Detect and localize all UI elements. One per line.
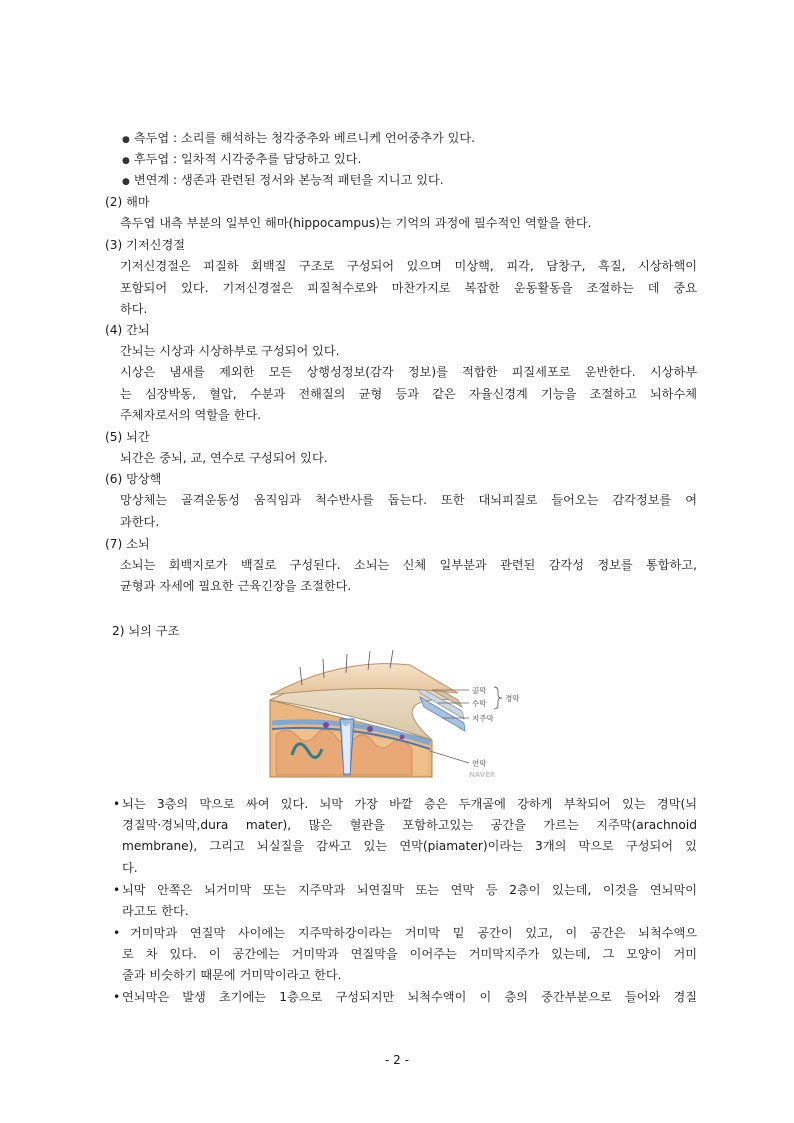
bullet-text: 줄과 비슷하기 때문에 거미막이라고 한다. [122, 968, 342, 982]
section-text: 하다. [120, 302, 148, 316]
section-text: 과한다. [120, 515, 160, 529]
label-group: 경막 [505, 694, 520, 703]
watermark: NAVER [469, 771, 496, 779]
section-heading: (6) 망상핵 [105, 472, 162, 486]
page-number: - 2 - [385, 1053, 409, 1067]
bullet-symbol: ● [122, 177, 130, 187]
section-heading: (5) 뇌간 [105, 430, 150, 444]
bullet-symbol: ● [122, 156, 130, 166]
section-text: 망상체는 골격운동성 움직임과 척수반사를 돕는다. 또한 대뇌피질로 들어오는 감각정보를 여 [120, 493, 697, 507]
section-heading: (7) 소뇌 [105, 537, 150, 551]
lobe-item: ● 후두엽 : 일차적 시각중추를 담당하고 있다. [122, 152, 362, 166]
section-text: 균형과 자세에 필요한 근육긴장을 조절한다. [120, 579, 352, 593]
bullet-symbol: • [113, 926, 121, 940]
brain-meninges-illustration [262, 645, 530, 785]
section-text: 주체자로서의 역할을 한다. [120, 408, 262, 422]
label-arachnoid: 지주막 [472, 714, 494, 723]
lobe-item: ● 변연계 : 생존과 관련된 정서와 본능적 패턴을 지니고 있다. [122, 173, 444, 187]
bullet-text: membrane), 그리고 뇌실질을 감싸고 있는 연막(piamater)이라는 3개의 막으로 구성되어 있 [122, 839, 697, 853]
bullet-symbol: • [113, 797, 121, 811]
section-text: 시상은 냄새를 제외한 모든 상행성정보(감각 정보)를 적합한 피질세포로 운반한다. 시상하부 [120, 365, 697, 379]
section-text: 뇌간은 중뇌, 교, 연수로 구성되어 있다. [120, 451, 328, 465]
label-bone: 골막 [472, 686, 487, 695]
bullet-text: 다. [122, 861, 138, 875]
section-heading: (4) 간뇌 [105, 323, 150, 337]
bullet-symbol: ● [122, 135, 130, 145]
bullet-text: 뇌는 3층의 막으로 싸여 있다. 뇌막 가장 바깥 층은 두개골에 강하게 부착되어 있는 경막(뇌 [122, 797, 697, 811]
section-text: 간뇌는 시상과 시상하부로 구성되어 있다. [120, 344, 340, 358]
section-heading: (2) 해마 [105, 195, 150, 209]
bullet-symbol: • [113, 883, 121, 897]
section-text: 포함되어 있다. 기저신경절은 피질척수로와 마찬가지로 복잡한 운동활동을 조절하는 데 중요 [120, 281, 697, 295]
meninges-figure [262, 645, 530, 785]
section-heading: (3) 기저신경절 [105, 238, 186, 252]
bullet-symbol: • [113, 990, 121, 1004]
section-text: 측두엽 내측 부분의 일부인 해마(hippocampus)는 기억의 과정에 필수적인 역할을 한다. [120, 216, 592, 230]
section-text: 소뇌는 회백지로가 백질로 구성된다. 소뇌는 신체 일부분과 관련된 감각성 정보를 통합하고, [120, 558, 697, 572]
lobe-item: ● 측두엽 : 소리를 해석하는 청각중추와 베르니케 언어중추가 있다. [122, 131, 476, 145]
bullet-text: 연뇌막은 발생 초기에는 1층으로 구성되지만 뇌척수액이 이 층의 중간부분으로 들어와 경질 [122, 990, 697, 1004]
section-text: 기저신경절은 피질하 회백질 구조로 구성되어 있으며 미상핵, 피각, 담창구, 흑질, 시상하핵이 [120, 259, 697, 273]
bullet-text: 경질막·경뇌막,dura mater), 많은 혈관을 포함하고있는 공간을 가르는 지주막(arachnoid [122, 818, 697, 832]
bullet-text: 거미막과 연질막 사이에는 지주막하강이라는 거미막 밑 공간이 있고, 이 공간은 뇌척수액으 [130, 926, 697, 940]
label-pia: 연막 [472, 759, 487, 768]
bullet-text: 로 차 있다. 이 공간에는 거미막과 연질막을 이어주는 거미막지주가 있는데, 그 모양이 거미 [122, 947, 697, 961]
section-text: 는 심장박동, 혈압, 수분과 전해질의 균형 등과 같은 자율신경계 기능을 조절하고 뇌하수체 [120, 387, 697, 401]
bullet-text: 뇌막 안쪽은 뇌거미막 또는 지주막과 뇌연질막 또는 연막 등 2층이 있는데, 이것을 연뇌막이 [122, 883, 697, 897]
bullet-text: 라고도 한다. [122, 904, 189, 918]
label-dura: 수막 [472, 699, 487, 708]
subsection-title: 2) 뇌의 구조 [112, 624, 180, 638]
